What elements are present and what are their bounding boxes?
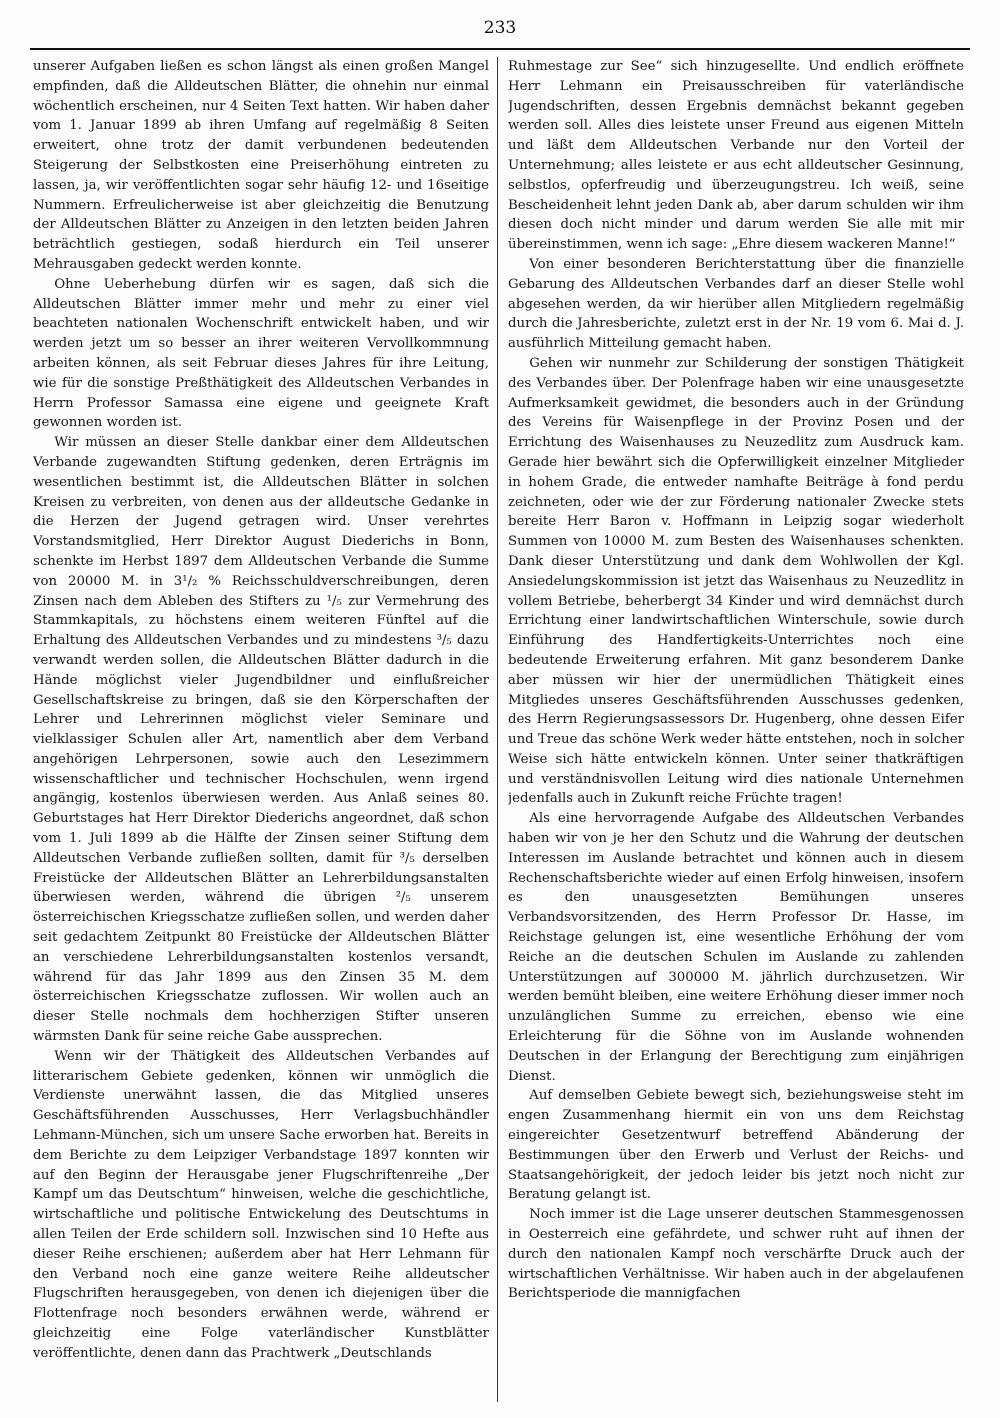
left-paragraph-2: Ohne Ueberhebung dürfen wir es sagen, daß sich die Alldeutschen Blätter immer mehr und mehr zu einer viel beachteten nationalen Wochenschrift entwickelt haben, und wir werden jetzt um so besser an ihrer weiteren Vervollkommnung arbeiten können, als seit Februar dieses Jahres für ihre Leitung, wie für die sonstige Preßthätigkeit des Alldeutschen Verbandes in Herrn Professor Samassa eine eigene und geeignete Kraft gewonnen worden ist. xyxy=(33,276,489,431)
left-column xyxy=(33,57,489,1407)
right-paragraph-4: Als eine hervorragende Aufgabe des Alldeutschen Verbandes haben wir von je her den Schutz und die Wahrung der deutschen Interessen im Auslande betrachtet und können auch in diesem Rechenschaftsberichte wieder auf einen Erfolg hinweisen, insofern es den unausgesetzten Bemühungen unseres Verbandsvorsitzenden, des Herrn Professor Dr. Hasse, im Reichstage gelungen ist, eine wesentliche Erhöhung der vom Reiche an die deutschen Schulen im Auslande zu zahlenden Unterstützungen auf 300000 M. jährlich durchzusetzen. Wir werden bemüht bleiben, eine weitere Erhöhung dieser immer noch unzulänglichen Summe zu erreichen, ebenso wie eine Erleichterung für die Söhne von im Auslande wohnenden Deutschen in der Erlangung der Berechtigung zum einjährigen Dienst. xyxy=(508,811,964,1084)
right-column xyxy=(508,57,964,1407)
column-divider xyxy=(497,57,498,1402)
right-paragraph-1: Ruhmestage zur See“ sich hinzugesellte. Und endlich eröffnete Herr Lehmann ein Preisausschreiben für vaterländische Jugendschriften, dessen Ergebnis demnächst bekannt gegeben werden soll. Alles dies leistete unser Freund aus eigenen Mitteln und läßt dem Alldeutschen Verbande nur den Vorteil der Unternehmung; alles leistete er aus echt alldeutscher Gesinnung, selbstlos, opferfreudig und überzeugungstreu. Ich weiß, seine Bescheidenheit lehnt jeden Dank ab, aber darum schulden wir ihm diesen doch nicht minder und darum werden Sie alle mit mir übereinstimmen, wenn ich sage: „Ehre diesem wackeren Manne!“ xyxy=(508,59,964,253)
left-paragraph-3: Wir müssen an dieser Stelle dankbar einer dem Alldeutschen Verbande zugewandten Stiftung gedenken, deren Erträgnis im wesentlichen bestimmt ist, die Alldeutschen Blätter in solchen Kreisen zu verbreiten, von denen aus der alldeutsche Gedanke in die Herzen der Jugend getragen wird. Unser verehrtes Vorstandsmitglied, Herr Direktor August Diederichs in Bonn, schenkte im Herbst 1897 dem Alldeutschen Verbande die Summe von 20000 M. in 3¹/₂ % Reichsschuldverschreibungen, deren Zinsen nach dem Ableben des Stifters zu ¹/₅ zur Vermehrung des Stammkapitals, zu höchstens einem weiteren Fünftel auf die Erhaltung des Alldeutschen Verbandes und zu mindestens ³/₅ dazu verwandt werden sollen, die Alldeutschen Blätter dadurch in die Hände möglichst vieler Jugendbildner und einflußreicher Gesellschaftskreise zu bringen, daß sie den Körperschaften der Lehrer und Lehrerinnen möglichst vieler Seminare und vielklassiger Schulen aller Art, namentlich aber dem Verband angehörigen Lehrpersonen, sowie auch den Lesezimmern wissenschaftlicher und technischer Hochschulen, wenn irgend angängig, kostenlos überwiesen werden. Aus Anlaß seines 80. Geburtstages hat Herr Direktor Diederichs angeordnet, daß schon vom 1. Juli 1899 ab die Hälfte der Zinsen seiner Stiftung dem Alldeutschen Verbande zufließen sollten, damit für ³/₅ derselben Freistücke der Alldeutschen Blätter an Lehrerbildungsanstalten überwiesen werden, während die übrigen ²/₅ unserem österreichischen Kriegsschatze zufließen sollen, und werden daher seit gedachtem Zeitpunkt 80 Freistücke der Alldeutschen Blätter an verschiedene Lehrerbildungsanstalten kostenlos versandt, während für das Jahr 1899 aus den Zinsen 35 M. dem österreichischen Kriegsschatze zuflossen. Wir wollen auch an dieser Stelle nochmals dem hochherzigen Stifter unseren wärmsten Dank für seine reiche Gabe aussprechen. xyxy=(33,435,489,1045)
right-paragraph-3: Gehen wir nunmehr zur Schilderung der sonstigen Thätigkeit des Verbandes über. Der Polenfrage haben wir eine unausgesetzte Aufmerksamkeit gewidmet, die besonders auch in der Gründung des Vereins für Waisenpflege in der Provinz Posen und der Errichtung des Waisenhauses zu Neuzedlitz zum Ausdruck kam. Gerade hier bewährt sich die Opferwilligkeit einzelner Mitglieder in hohem Grade, die entweder namhafte Beiträge à fond perdu zeichneten, oder wie der zur Förderung nationaler Zwecke stets bereite Herr Baron v. Hoffmann in Leipzig sogar wiederholt Summen von 10000 M. zum Besten des Waisenhauses schenkten. Dank dieser Unterstützung und dank dem Wohlwollen der Kgl. Ansiedelungskommission ist jetzt das Waisenhaus zu Neuzedlitz in vollem Betriebe, beherbergt 34 Kinder und wird demnächst durch Errichtung einer landwirtschaftlichen Winterschule, sowie durch Einführung des Handfertigkeits-Unterrichtes noch eine bedeutende Erweiterung erfahren. Mit ganz besonderem Danke aber müssen wir hier der unermüdlichen Thätigkeit eines Mitgliedes unseres Geschäftsführenden Ausschusses gedenken, des Herrn Regierungsassessors Dr. Hugenberg, ohne dessen Eifer und Treue das schöne Werk weder hätte entstehen, noch in solcher Weise sich hätte entwickeln können. Unter seiner thatkräftigen und verständnisvollen Leitung wird dies nationale Unternehmen jedenfalls auch in Zukunft reiche Früchte tragen! xyxy=(508,355,964,807)
right-paragraph-5: Auf demselben Gebiete bewegt sich, beziehungsweise steht im engen Zusammenhang hiermit ein von uns dem Reichstag eingereichter Gesetzentwurf betreffend Abänderung der Bestimmungen über den Erwerb und Verlust der Reichs- und Staatsangehörigkeit, der jedoch leider bis jetzt noch nicht zur Beratung gelangt ist. xyxy=(508,1088,964,1203)
right-paragraph-2: Von einer besonderen Berichterstattung über die finanzielle Gebarung des Alldeutschen Verbandes darf an dieser Stelle wohl abgesehen werden, da wir hierüber allen Mitgliedern regelmäßig durch die Jahresberichte, zuletzt erst in der Nr. 19 vom 6. Mai d. J. ausführlich Mitteilung gemacht haben. xyxy=(508,256,964,352)
header-rule xyxy=(30,48,970,50)
right-paragraph-6: Noch immer ist die Lage unserer deutschen Stammesgenossen in Oesterreich eine gefährdete, und schwer ruht auf ihnen der durch den nationalen Kampf noch verschärfte Druck auch der wirtschaftlichen Verhältnisse. Wir haben auch in der abgelaufenen Berichtsperiode die mannigfachen xyxy=(508,1207,964,1302)
left-paragraph-1: unserer Aufgaben ließen es schon längst als einen großen Mangel empfinden, daß die Alldeutschen Blätter, die ohnehin nur einmal wöchentlich erscheinen, nur 4 Seiten Text hatten. Wir haben daher vom 1. Januar 1899 ab ihren Umfang auf regelmäßig 8 Seiten erweitert, ohne trotz der damit verbundenen bedeutenden Steigerung der Selbstkosten eine Preiserhöhung eintreten zu lassen, ja, wir veröffentlichten sogar sehr häufig 12- und 16seitige Nummern. Erfreulicherweise ist aber gleichzeitig die Benutzung der Alldeutschen Blätter zu Anzeigen in den letzten beiden Jahren beträchtlich gestiegen, sodaß hierdurch ein Teil unserer Mehrausgaben gedeckt werden konnte. xyxy=(33,59,489,272)
page-number: 233 xyxy=(483,18,517,38)
left-paragraph-4: Wenn wir der Thätigkeit des Alldeutschen Verbandes auf litterarischem Gebiete gedenken, können wir unmöglich die Verdienste unerwähnt lassen, die das Mitglied unseres Geschäftsführenden Ausschusses, Herr Verlagsbuchhändler Lehmann-München, sich um unsere Sache erworben hat. Bereits in dem Berichte zu dem Leipziger Verbandstage 1897 konnten wir auf den Beginn der Herausgabe jener Flugschriftenreihe „Der Kampf um das Deutschtum“ hinweisen, welche die geschichtliche, wirtschaftliche und politische Entwickelung des Deutschtums in allen Teilen der Erde schildern soll. Inzwischen sind 10 Hefte aus dieser Reihe erschienen; außerdem aber hat Herr Lehmann für den Verband noch eine ganze weitere Reihe alldeutscher Flugschriften herausgegeben, von denen ich diejenigen über die Flottenfrage noch besonders erwähnen werde, während er gleichzeitig eine Folge vaterländischer Kunstblätter veröffentlichte, denen dann das Prachtwerk „Deutschlands xyxy=(33,1048,489,1361)
